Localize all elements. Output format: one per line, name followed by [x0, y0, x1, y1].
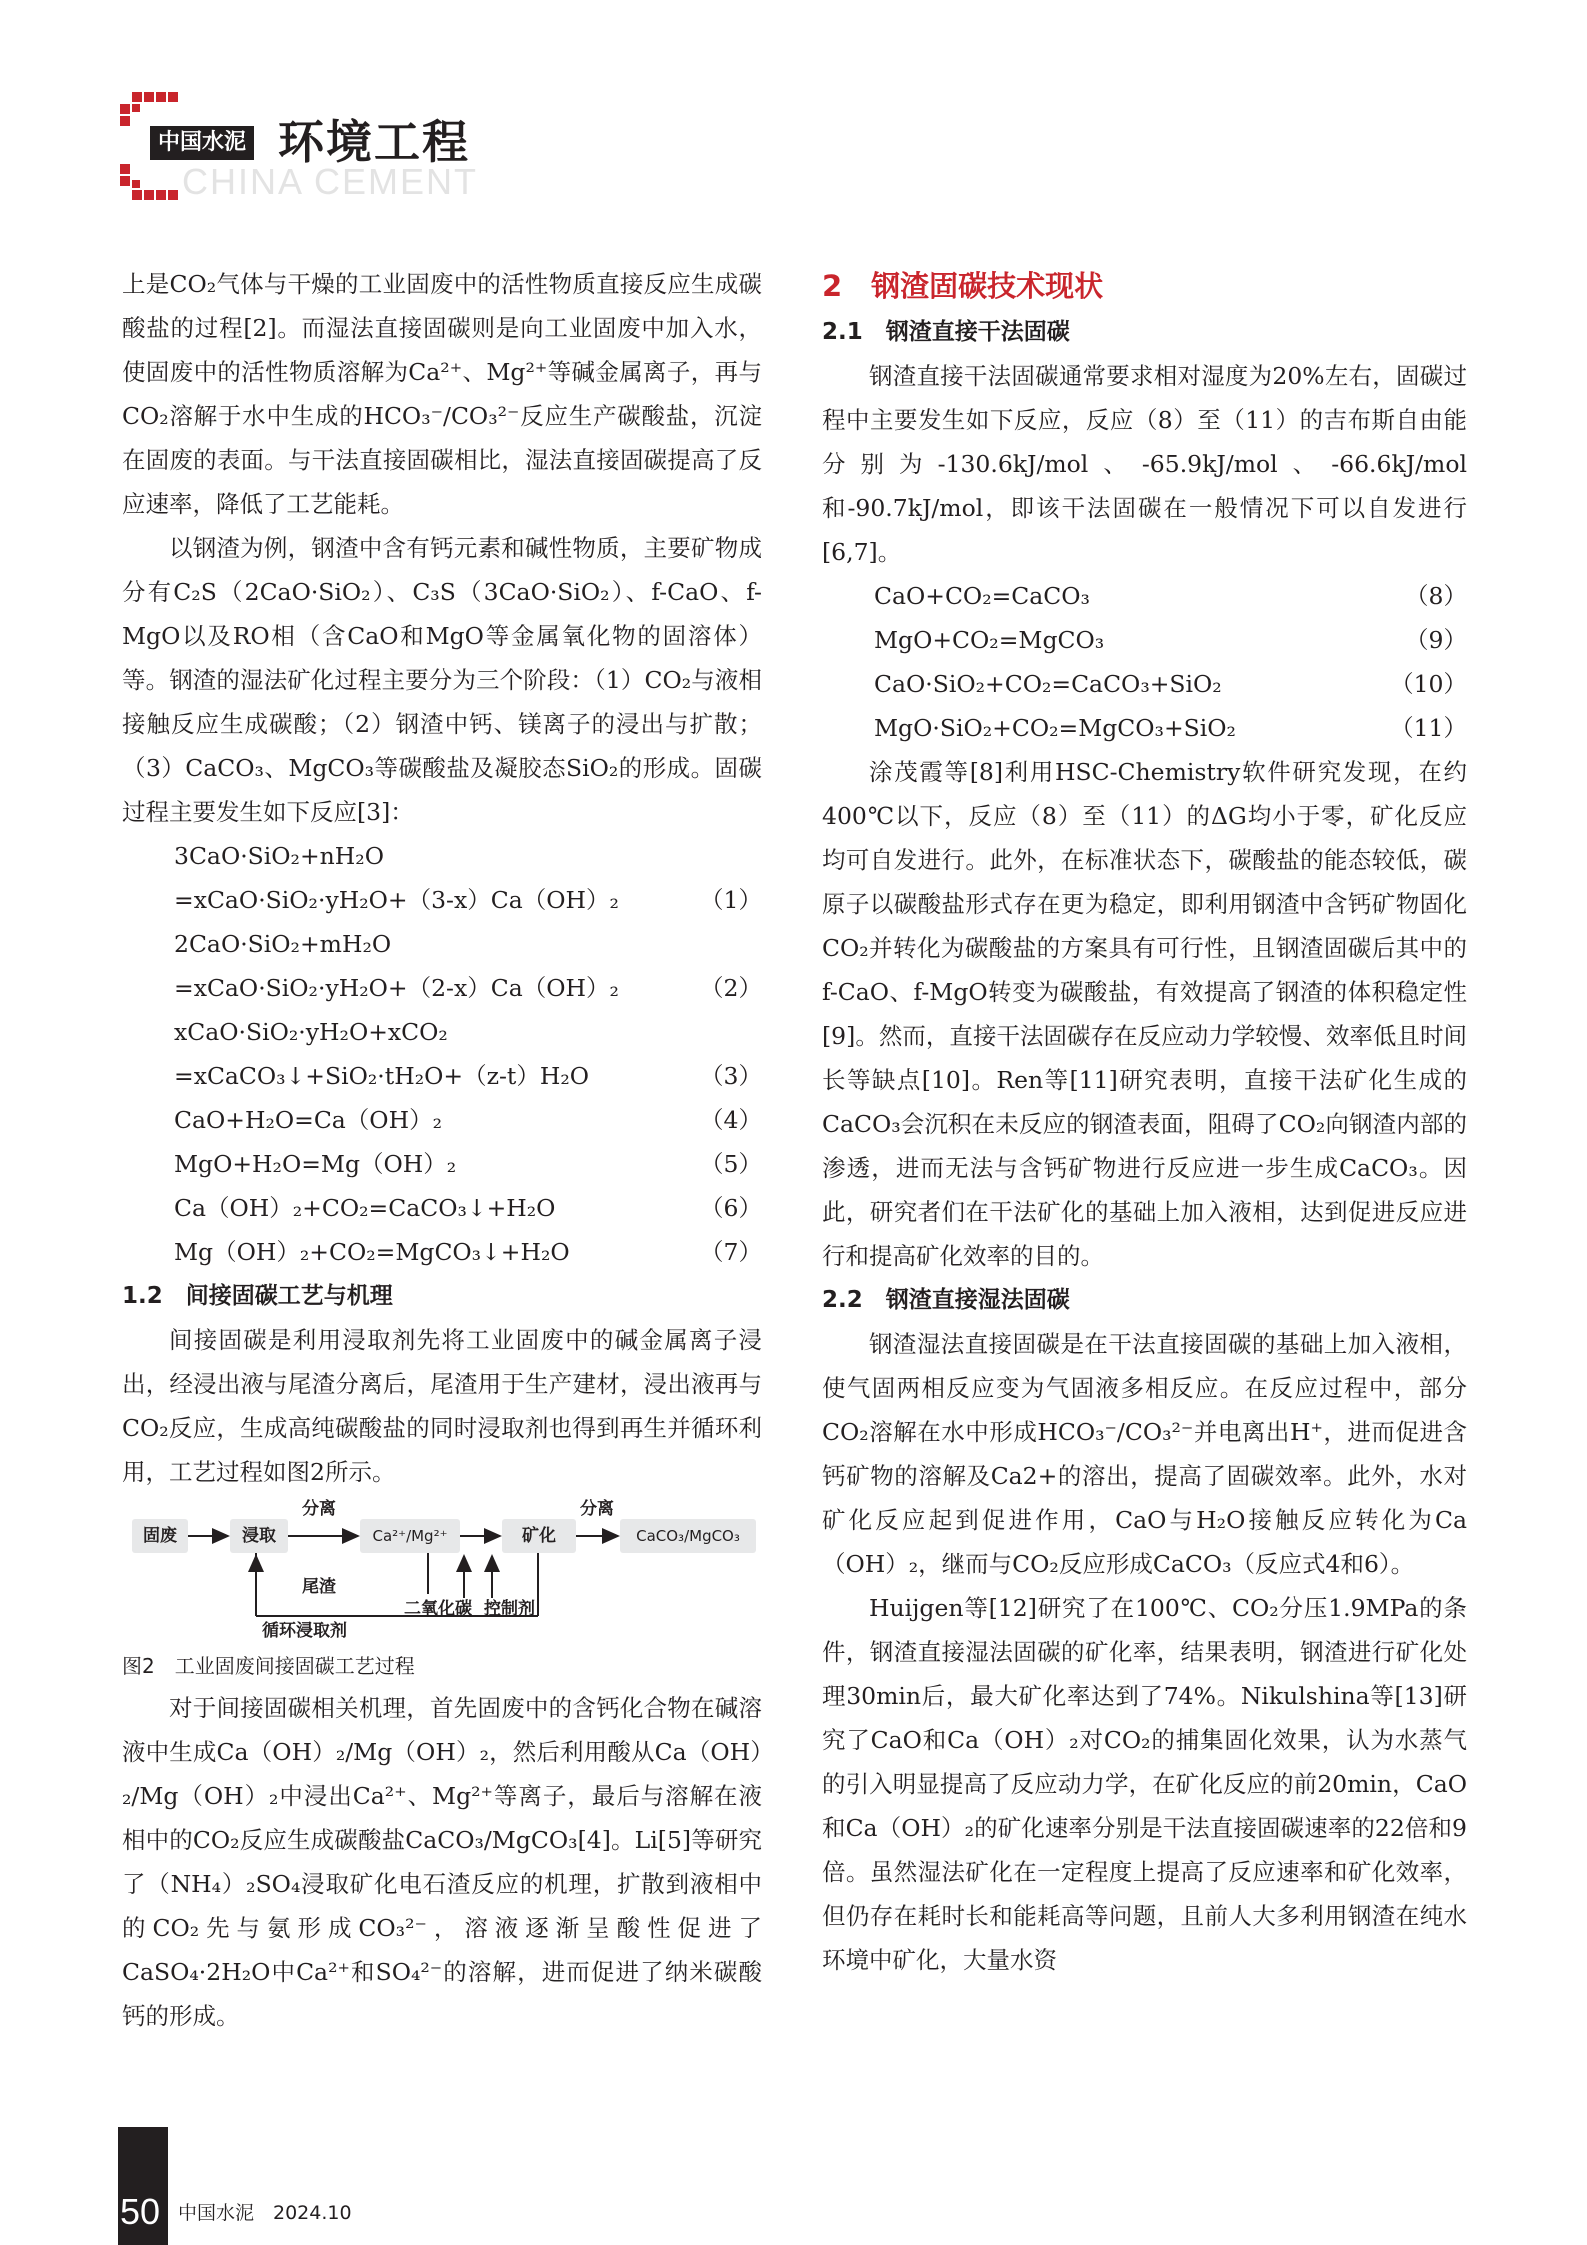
page-number: 50: [120, 2191, 161, 2232]
section-heading: 2.2 钢渣直接湿法固碳: [822, 1287, 1070, 1313]
equation-row: [822, 706, 1467, 750]
equation-text: 3CaO·SiO₂+nH₂O: [174, 842, 384, 870]
figure-2: [122, 1499, 762, 1646]
equation-row: [122, 1010, 762, 1054]
paragraph: 以钢渣为例，钢渣中含有钙元素和碱性物质，主要矿物成分有C₂S（2CaO·SiO₂）、C₃S（3CaO·SiO₂）、f-CaO、f-MgO以及RO相（含CaO和MgO等金属氧化物的固溶体）等。钢渣的湿法矿化过程主要分为三个阶段：（1）CO₂与液相接触反应生成碳酸；（2）钢渣中钙、镁离子的浸出与扩散；（3）CaCO₃、MgCO₃等碳酸盐及凝胶态SiO₂的形成。固碳过程主要发生如下反应[3]：: [122, 534, 762, 826]
equation-row: [122, 1054, 762, 1098]
journal-english-name: CHINA CEMENT: [182, 161, 479, 202]
chapter-heading: 2 钢渣固碳技术现状: [822, 269, 1104, 303]
equation-row: [122, 1142, 762, 1186]
section-title: 环境工程: [278, 115, 470, 169]
journal-issue: 中国水泥 2024.10: [178, 2202, 352, 2224]
flow-label-co2: 二氧化碳: [404, 1599, 472, 1619]
equation-number: （10）: [1390, 670, 1467, 698]
equation-row: [822, 574, 1467, 618]
journal-badge: 中国水泥: [150, 126, 254, 160]
flow-box-carbonate: CaCO₃/MgCO₃: [620, 1519, 756, 1553]
equation-text: CaO·SiO₂+CO₂=CaCO₃+SiO₂: [874, 670, 1222, 698]
equation-number: （8）: [1405, 582, 1467, 610]
equation-list: [822, 574, 1467, 750]
flow-box-solid-waste: 固废: [132, 1519, 188, 1553]
flow-box-ions: Ca²⁺/Mg²⁺: [360, 1519, 460, 1553]
equation-number: （11）: [1390, 714, 1467, 742]
equation-row: [122, 966, 762, 1010]
equation-text: 2CaO·SiO₂+mH₂O: [174, 930, 392, 958]
equation-number: （3）: [700, 1062, 762, 1090]
flow-label-recycled-agent: 循环浸取剂: [262, 1621, 347, 1641]
equation-text: Mg（OH）₂+CO₂=MgCO₃↓+H₂O: [174, 1238, 570, 1266]
equation-row: [822, 618, 1467, 662]
equation-number: （5）: [700, 1150, 762, 1178]
equation-number: （4）: [700, 1106, 762, 1134]
section-heading: 1.2 间接固碳工艺与机理: [122, 1283, 393, 1309]
paragraph: 钢渣湿法直接固碳是在干法直接固碳的基础上加入液相，使气固两相反应变为气固液多相反应。在反应过程中，部分CO₂溶解在水中形成HCO₃⁻/CO₃²⁻并电离出H⁺，进而促进含钙矿物的溶解及Ca2+的溶出，提高了固碳效率。此外，水对矿化反应起到促进作用，CaO与H₂O接触反应转化为Ca（OH）₂，继而与CO₂反应形成CaCO₃（反应式4和6）。: [822, 1330, 1467, 1578]
equation-number: （6）: [700, 1194, 762, 1222]
equation-number: [692, 922, 762, 966]
flow-label-control-agent: 控制剂: [484, 1599, 535, 1619]
journal-header: [118, 92, 538, 202]
equation-row: [122, 1098, 762, 1142]
equation-row: [122, 922, 762, 966]
equation-text: =xCaO·SiO₂·yH₂O+（3-x）Ca（OH）₂: [174, 886, 619, 914]
paragraph: 涂茂霞等[8]利用HSC-Chemistry软件研究发现，在约400℃以下，反应（8）至（11）的ΔG均小于零，矿化反应均可自发进行。此外，在标准状态下，碳酸盐的能态较低，碳原子以碳酸盐形式存在更为稳定，即利用钢渣中含钙矿物固化CO₂并转化为碳酸盐的方案具有可行性，且钢渣固碳后其中的f-CaO、f-MgO转变为碳酸盐，有效提高了钢渣的体积稳定性[9]。然而，直接干法固碳存在反应动力学较慢、效率低且时间长等缺点[10]。Ren等[11]研究表明，直接干法矿化生成的CaCO₃会沉积在未反应的钢渣表面，阻碍了CO₂向钢渣内部的渗透，进而无法与含钙矿物进行反应进一步生成CaCO₃。因此，研究者们在干法矿化的基础上加入液相，达到促进反应进行和提高矿化效率的目的。: [822, 758, 1467, 1270]
equation-number: （7）: [700, 1238, 762, 1266]
equation-number: （9）: [1405, 626, 1467, 654]
flow-box-leaching: 浸取: [230, 1519, 288, 1553]
equation-text: CaO+H₂O=Ca（OH）₂: [174, 1106, 442, 1134]
paragraph: 间接固碳是利用浸取剂先将工业固废中的碱金属离子浸出，经浸出液与尾渣分离后，尾渣用于生产建材，浸出液再与CO₂反应，生成高纯碳酸盐的同时浸取剂也得到再生并循环利用，工艺过程如图2所示。: [122, 1326, 762, 1486]
equation-row: [122, 834, 762, 878]
equation-list: [122, 834, 762, 1274]
section-heading: 2.1 钢渣直接干法固碳: [822, 319, 1070, 345]
flow-label-separation: 分离: [302, 1499, 336, 1519]
flow-box-mineralization: 矿化: [502, 1519, 576, 1553]
right-column: [822, 262, 1467, 1982]
flow-label-tailings: 尾渣: [302, 1577, 336, 1597]
equation-row: [122, 878, 762, 922]
equation-number: [692, 834, 762, 878]
figure-caption: 图2 工业固废间接固碳工艺过程: [122, 1654, 415, 1678]
equation-text: =xCaCO₃↓+SiO₂·tH₂O+（z-t）H₂O: [174, 1062, 590, 1090]
equation-number: （2）: [700, 974, 762, 1002]
equation-text: MgO+H₂O=Mg（OH）₂: [174, 1150, 457, 1178]
equation-row: [822, 662, 1467, 706]
equation-row: [122, 1230, 762, 1274]
paragraph: 钢渣直接干法固碳通常要求相对湿度为20%左右，固碳过程中主要发生如下反应，反应（8）至（11）的吉布斯自由能分别为-130.6kJ/mol、-65.9kJ/mol、-66.6kJ/mol和-90.7kJ/mol，即该干法固碳在一般情况下可以自发进行[6,7]。: [822, 362, 1467, 566]
paragraph: Huijgen等[12]研究了在100℃、CO₂分压1.9MPa的条件，钢渣直接湿法固碳的矿化率，结果表明，钢渣进行矿化处理30min后，最大矿化率达到了74%。Nikulshina等[13]研究了CaO和Ca（OH）₂对CO₂的捕集固化效果，认为水蒸气的引入明显提高了反应动力学，在矿化反应的前20min，CaO和Ca（OH）₂的矿化速率分别是干法直接固碳速率的22倍和9倍。虽然湿法矿化在一定程度上提高了反应速率和矿化效率，但仍存在耗时长和能耗高等问题，且前人大多利用钢渣在纯水环境中矿化，大量水资: [822, 1594, 1467, 1974]
equation-text: MgO+CO₂=MgCO₃: [874, 626, 1105, 654]
equation-number: [692, 1010, 762, 1054]
equation-text: MgO·SiO₂+CO₂=MgCO₃+SiO₂: [874, 714, 1236, 742]
equation-text: xCaO·SiO₂·yH₂O+xCO₂: [174, 1018, 448, 1046]
equation-text: Ca（OH）₂+CO₂=CaCO₃↓+H₂O: [174, 1194, 556, 1222]
equation-text: =xCaO·SiO₂·yH₂O+（2-x）Ca（OH）₂: [174, 974, 619, 1002]
paragraph: 上是CO₂气体与干燥的工业固废中的活性物质直接反应生成碳酸盐的过程[2]。而湿法直接固碳则是向工业固废中加入水，使固废中的活性物质溶解为Ca²⁺、Mg²⁺等碱金属离子，再与CO₂溶解于水中生成的HCO₃⁻/CO₃²⁻反应生产碳酸盐，沉淀在固废的表面。与干法直接固碳相比，湿法直接固碳提高了反应速率，降低了工艺能耗。: [122, 270, 762, 518]
equation-number: （1）: [700, 886, 762, 914]
equation-text: CaO+CO₂=CaCO₃: [874, 582, 1090, 610]
paragraph: 对于间接固碳相关机理，首先固废中的含钙化合物在碱溶液中生成Ca（OH）₂/Mg（OH）₂，然后利用酸从Ca（OH）₂/Mg（OH）₂中浸出Ca²⁺、Mg²⁺等离子，最后与溶解在液相中的CO₂反应生成碳酸盐CaCO₃/MgCO₃[4]。Li[5]等研究了（NH₄）₂SO₄浸取矿化电石渣反应的机理，扩散到液相中的CO₂先与氨形成CO₃²⁻，溶液逐渐呈酸性促进了CaSO₄·2H₂O中Ca²⁺和SO₄²⁻的溶解，进而促进了纳米碳酸钙的形成。: [122, 1694, 762, 2030]
left-column: [122, 262, 762, 2038]
flow-label-separation: 分离: [580, 1499, 614, 1519]
equation-row: [122, 1186, 762, 1230]
